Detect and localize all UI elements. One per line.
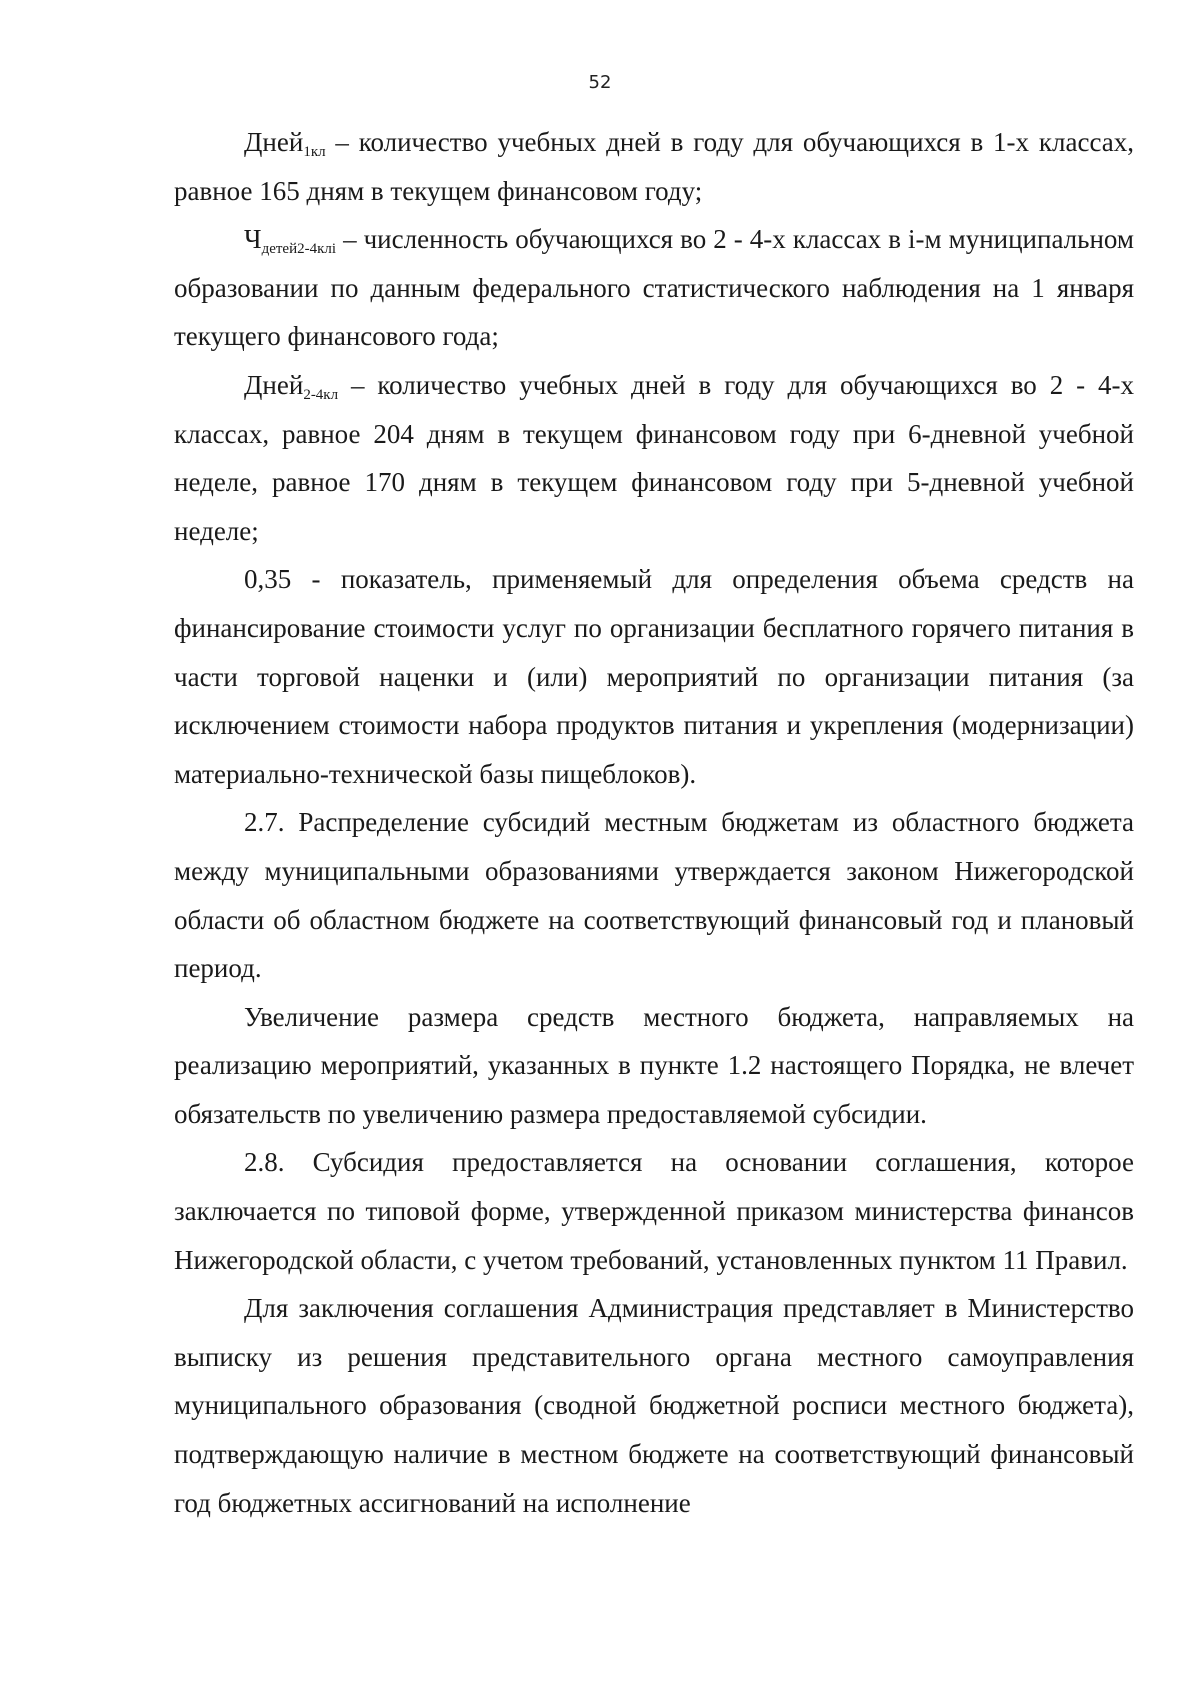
paragraph-days-grade2-4 [174,361,1134,555]
document-body [174,118,1134,1527]
paragraph-coefficient: 0,35 - показатель, применяемый для определения объема средств на финансирование стоимости услуг по организации бесплатного горячего питания в части торговой наценки и (или) мероприятий по организации питания (за исключением стоимости набора продуктов питания и укрепления (модернизации) материально-технической базы пищеблоков). [174,564,1134,789]
term-lead: Ч [244,224,262,255]
term-subscript: 1кл [303,144,326,160]
paragraph-2-7: 2.7. Распределение субсидий местным бюджетам из областного бюджета между муниципальными образованиями утверждается законом Нижегородской области об областном бюджете на соответствующий финансовый год и плановый период. [174,807,1134,984]
paragraph-budget-increase: Увеличение размера средств местного бюджета, направляемых на реализацию мероприятий, указанных в пункте 1.2 настоящего Порядка, не влечет обязательств по увеличению размера предоставляемой субсидии. [174,1001,1134,1129]
term-subscript: детей2-4клi [261,241,337,258]
term-lead: Дней [244,369,304,400]
term-lead: Дней [244,127,304,157]
paragraph-days-grade1 [174,118,1134,215]
paragraph-text: – количество учебных дней в году для обучающихся в 1-х классах, равное 165 дням в текущем финансовом году; [174,127,1134,206]
paragraph-text: – количество учебных дней в году для обучающихся во 2 - 4-х классах, равное 204 дням в текущем финансовом году при 6-дневной учебной неделе, равное 170 дням в текущем финансовом году при 5-дневной учебной неделе; [174,369,1134,546]
paragraph-text: – численность обучающихся во 2 - 4-х классах в i-м муниципальном образовании по данным федерального статистического наблюдения на 1 января текущего финансового года; [174,224,1134,352]
paragraph-agreement: Для заключения соглашения Администрация представляет в Министерство выписку из решения представительного органа местного самоуправления муниципального образования (сводной бюджетной росписи местного бюджета), подтверждающую наличие в местном бюджете на соответствующий финансовый год бюджетных ассигнований на исполнение [174,1293,1134,1518]
page-number: 52 [588,72,612,93]
paragraph-children-count [174,215,1134,361]
paragraph-2-8: 2.8. Субсидия предоставляется на основании соглашения, которое заключается по типовой форме, утвержденной приказом министерства финансов Нижегородской области, с учетом требований, установленных пунктом 11 Правил. [174,1147,1134,1275]
term-subscript: 2-4кл [303,386,339,403]
